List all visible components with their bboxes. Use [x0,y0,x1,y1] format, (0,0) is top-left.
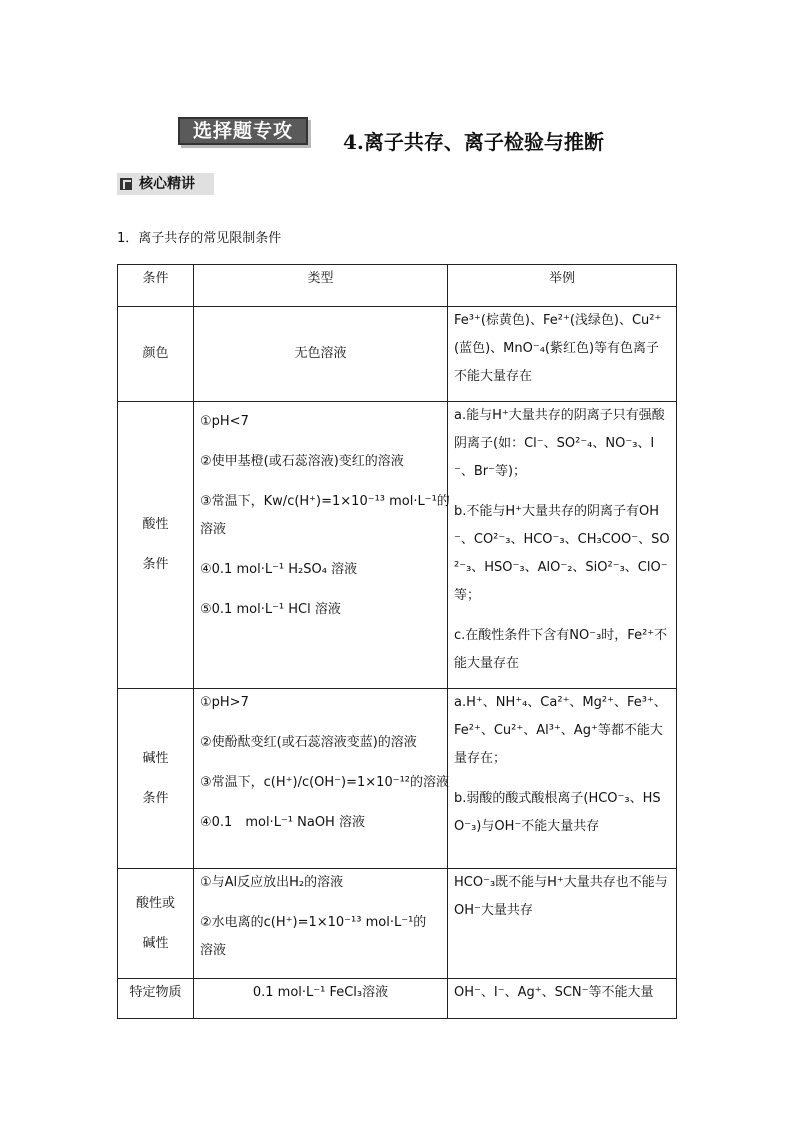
type-item: ②使酚酞变红(或石蕊溶液变蓝)的溶液 [200,735,417,750]
type-item: ②水电离的c(H⁺)=1×10⁻¹³ mol·L⁻¹的 [200,915,427,930]
type-item: ③常温下，Kw/c(H⁺)=1×10⁻¹³ mol·L⁻¹的 [200,494,450,509]
example-text: a.H⁺、NH⁺₄、Ca²⁺、Mg²⁺、Fe³⁺、Fe²⁺、Cu²⁺、Al³⁺、Ag⁺等都不能大量存在； [454,695,667,766]
table-header-row [118,265,677,307]
condition-cell: 颜色 [118,307,194,402]
type-item: ②使甲基橙(或石蕊溶液)变红的溶液 [200,454,404,469]
type-item: ④0.1 mol·L⁻¹ H₂SO₄ 溶液 [200,562,358,577]
header-type: 类型 [194,265,448,307]
ion-coexistence-table [117,264,677,1019]
condition-line: 碱性 [142,750,169,766]
section-icon [120,178,132,190]
condition-line: 酸性 [142,517,169,532]
type-item: ⑤0.1 mol·L⁻¹ HCl 溶液 [200,602,341,617]
condition-line: 条件 [142,557,169,572]
header-condition: 条件 [118,265,194,307]
condition-cell: 特定物质 [118,979,194,1019]
type-item: ③常温下，c(H⁺)/c(OH⁻)=1×10⁻¹²的溶液 [200,775,450,790]
section-heading [117,173,214,195]
type-item: 溶液 [200,943,227,958]
type-item: ④0.1 mol·L⁻¹ NaOH 溶液 [200,815,365,830]
example-cell [448,402,677,689]
table-row [118,689,677,869]
condition-line: 酸性或 [135,895,175,911]
example-text: c.在酸性条件下含有NO⁻₃时，Fe²⁺不能大量存在 [454,628,668,671]
type-item: ①pH>7 [200,695,249,710]
type-item: ①pH<7 [200,414,249,429]
header-example: 举例 [448,265,677,307]
type-cell [194,402,448,689]
condition-cell [118,402,194,689]
table-row [118,402,677,689]
example-cell [448,979,677,1019]
type-cell: 0.1 mol·L⁻¹ FeCl₃溶液 [194,979,448,1019]
subsection-title: 1．离子共存的常见限制条件 [117,231,282,246]
example-text: HCO⁻₃既不能与H⁺大量共存也不能与OH⁻大量共存 [454,875,668,918]
example-cell [448,307,677,402]
condition-line: 条件 [142,790,169,806]
example-text: a.能与H⁺大量共存的阴离子只有强酸阴离子(如：Cl⁻、SO²⁻₄、NO⁻₃、I⁻、Br⁻等)； [454,408,665,479]
example-text: Fe³⁺(棕黄色)、Fe²⁺(浅绿色)、Cu²⁺(蓝色)、MnO⁻₄(紫红色)等有色离子不能大量存在 [454,313,662,384]
example-text: b.弱酸的酸式酸根离子(HCO⁻₃、HSO⁻₃)与OH⁻不能大量共存 [454,791,661,834]
page-title: 4.离子共存、离子检验与推断 [343,130,604,154]
table-row [118,979,677,1019]
table-row [118,307,677,402]
topic-badge: 选择题专攻 [178,117,308,145]
section-label: 核心精讲 [139,176,195,192]
example-cell [448,869,677,979]
condition-line: 碱性 [142,935,169,951]
type-cell [194,689,448,869]
table-row [118,869,677,979]
type-item: ①与Al反应放出H₂的溶液 [200,875,344,890]
example-text: OH⁻、I⁻、Ag⁺、SCN⁻等不能大量 [454,985,654,1000]
example-cell [448,689,677,869]
type-cell: 无色溶液 [194,307,448,402]
condition-cell [118,689,194,869]
type-item: 溶液 [200,522,227,537]
example-text: b.不能与H⁺大量共存的阴离子有OH⁻、CO²⁻₃、HCO⁻₃、CH₃COO⁻、SO²⁻₃、HSO⁻₃、AlO⁻₂、SiO²⁻₃、ClO⁻等； [454,504,670,603]
condition-cell [118,869,194,979]
type-cell [194,869,448,979]
